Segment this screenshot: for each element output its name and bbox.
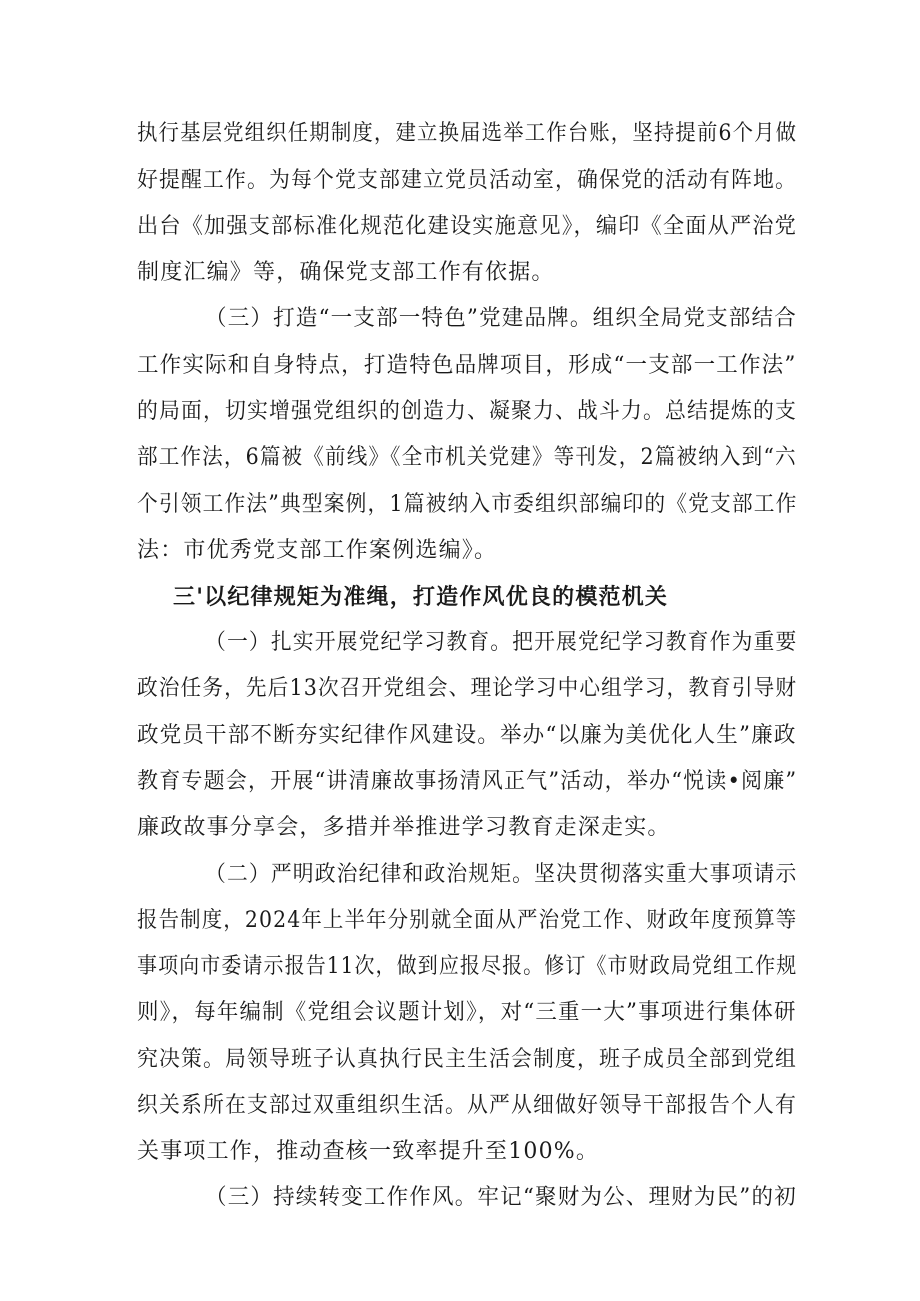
text-line: 究决策。局领导班子认真执行民主生活会制度，班子成员全部到党组 [137,1047,798,1072]
text-line: 廉政故事分享会，多措并举推进学习教育走深走实。 [137,815,671,840]
text-line: 法：市优秀党支部工作案例选编》。 [137,538,498,563]
section-heading: （三）打造“一支部一特色”党建品牌。组织全局党支部结合 [205,306,797,331]
text-line: 部工作法，6篇被《前线》《全市机关党建》等刊发，2篇被纳入到“六 [137,445,797,470]
text-line: 政党员干部不断夯实纪律作风建设。举办“以廉为美优化人生”廉政 [137,723,797,748]
text-line: 执行基层党组织任期制度，建立换届选举工作台账，坚持提前6个月做 [137,121,798,146]
text-line: 好提醒工作。为每个党支部建立党员活动室，确保党的活动有阵地。 [137,168,798,193]
chapter-heading: 三'以纪律规矩为准绳，打造作风优良的模范机关 [173,584,669,610]
text-line: 报告制度，2024年上半年分别就全面从严治党工作、财政年度预算等 [137,908,798,933]
text-line: 出台《加强支部标准化规范化建设实施意见》，编印《全面从严治党 [137,214,798,239]
text-line: 织关系所在支部过双重组织生活。从严从细做好领导干部报告个人有 [137,1093,798,1118]
text-line: 关事项工作，推动查核一致率提升至100%。 [137,1139,600,1164]
text-line: 工作实际和自身特点，打造特色品牌项目，形成“一支部一工作法” [137,353,797,378]
section-heading: （二）严明政治纪律和政治规矩。坚决贯彻落实重大事项请示 [205,862,798,887]
text-line: 制度汇编》等，确保党支部工作有依据。 [137,260,555,285]
text-line: 个引领工作法”典型案例，1篇被纳入市委组织部编印的《党支部工作 [137,492,798,517]
text-line: 事项向市委请示报告11次，做到应报尽报。修订《市财政局党组工作规 [137,954,798,979]
text-line: 的局面，切实增强党组织的创造力、凝聚力、战斗力。总结提炼的支 [137,399,798,424]
text-line: 教育专题会，开展“讲清廉故事扬清风正气”活动，举办“悦读•阅廉” [137,769,798,794]
text-line: 政治任务，先后13次召开党组会、理论学习中心组学习，教育引导财 [137,676,798,701]
section-heading: （三）持续转变工作作风。牢记“聚财为公、理财为民”的初 [205,1185,797,1210]
section-heading: （一）扎实开展党纪学习教育。把开展党纪学习教育作为重要 [205,630,798,655]
text-line: 则》，每年编制《党组会议题计划》，对“三重一大”事项进行集体研 [137,1000,797,1025]
